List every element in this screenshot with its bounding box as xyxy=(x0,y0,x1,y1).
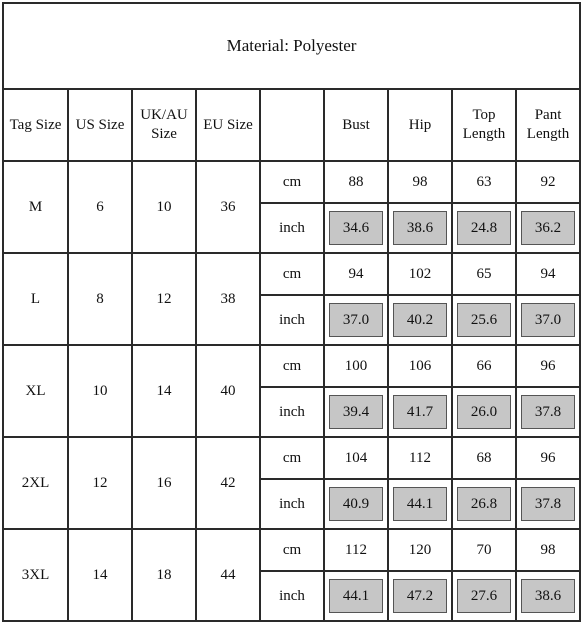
unit-cm-label: cm xyxy=(260,161,324,203)
size-us-cell: 12 xyxy=(68,437,132,529)
header-uk-au-line1: UK/AU xyxy=(140,107,188,124)
size-tag-cell: 2XL xyxy=(3,437,68,529)
inch-pant-value: 37.8 xyxy=(521,487,575,521)
inch-hip-cell xyxy=(388,571,452,621)
size-tag-cell: M xyxy=(3,161,68,253)
inch-pant-cell xyxy=(516,571,580,621)
cm-top-value: 68 xyxy=(452,437,516,479)
size-tag-cell: L xyxy=(3,253,68,345)
header-top-length-line1: Top xyxy=(472,107,496,124)
inch-pant-value: 38.6 xyxy=(521,579,575,613)
inch-pant-value: 37.8 xyxy=(521,395,575,429)
size-uk-cell: 14 xyxy=(132,345,196,437)
header-us-size: US Size xyxy=(68,89,132,161)
header-hip: Hip xyxy=(388,89,452,161)
inch-top-cell xyxy=(452,479,516,529)
cm-hip-value: 98 xyxy=(388,161,452,203)
header-pant-length-line1: Pant xyxy=(534,107,562,124)
cm-top-value: 66 xyxy=(452,345,516,387)
inch-hip-value: 38.6 xyxy=(393,211,447,245)
unit-inch-label: inch xyxy=(260,387,324,437)
size-chart xyxy=(2,2,579,604)
cm-hip-value: 120 xyxy=(388,529,452,571)
inch-pant-cell xyxy=(516,387,580,437)
inch-bust-value: 40.9 xyxy=(329,487,383,521)
inch-top-value: 26.0 xyxy=(457,395,511,429)
inch-top-cell xyxy=(452,295,516,345)
material-title: Material: Polyester xyxy=(3,3,580,89)
cm-pant-value: 94 xyxy=(516,253,580,295)
inch-bust-cell xyxy=(324,479,388,529)
cm-bust-value: 112 xyxy=(324,529,388,571)
inch-hip-cell xyxy=(388,479,452,529)
unit-inch-label: inch xyxy=(260,479,324,529)
header-pant-length-line2: Length xyxy=(526,126,570,142)
cm-pant-value: 96 xyxy=(516,437,580,479)
cm-pant-value: 92 xyxy=(516,161,580,203)
unit-inch-label: inch xyxy=(260,203,324,253)
cm-pant-value: 98 xyxy=(516,529,580,571)
cm-hip-value: 102 xyxy=(388,253,452,295)
inch-top-cell xyxy=(452,387,516,437)
inch-pant-cell xyxy=(516,479,580,529)
unit-cm-label: cm xyxy=(260,253,324,295)
header-uk-au-size xyxy=(132,89,196,161)
unit-inch-label: inch xyxy=(260,295,324,345)
cm-top-value: 65 xyxy=(452,253,516,295)
unit-cm-label: cm xyxy=(260,437,324,479)
inch-bust-cell xyxy=(324,295,388,345)
header-uk-au-line2: Size xyxy=(151,126,177,142)
size-eu-cell: 38 xyxy=(196,253,260,345)
size-eu-cell: 40 xyxy=(196,345,260,437)
inch-top-value: 25.6 xyxy=(457,303,511,337)
inch-hip-value: 40.2 xyxy=(393,303,447,337)
header-eu-size: EU Size xyxy=(196,89,260,161)
header-tag-size: Tag Size xyxy=(3,89,68,161)
size-eu-cell: 42 xyxy=(196,437,260,529)
cm-bust-value: 104 xyxy=(324,437,388,479)
inch-hip-cell xyxy=(388,295,452,345)
inch-pant-cell xyxy=(516,295,580,345)
header-unit-blank xyxy=(260,89,324,161)
inch-hip-cell xyxy=(388,203,452,253)
cm-bust-value: 88 xyxy=(324,161,388,203)
size-uk-cell: 10 xyxy=(132,161,196,253)
inch-pant-value: 37.0 xyxy=(521,303,575,337)
size-eu-cell: 44 xyxy=(196,529,260,621)
inch-bust-value: 44.1 xyxy=(329,579,383,613)
size-table xyxy=(2,2,581,622)
cm-hip-value: 112 xyxy=(388,437,452,479)
unit-inch-label: inch xyxy=(260,571,324,621)
header-top-length-line2: Length xyxy=(462,126,506,142)
cm-pant-value: 96 xyxy=(516,345,580,387)
size-uk-cell: 12 xyxy=(132,253,196,345)
inch-top-cell xyxy=(452,203,516,253)
inch-top-value: 24.8 xyxy=(457,211,511,245)
inch-bust-value: 34.6 xyxy=(329,211,383,245)
inch-top-value: 26.8 xyxy=(457,487,511,521)
unit-cm-label: cm xyxy=(260,345,324,387)
size-uk-cell: 18 xyxy=(132,529,196,621)
cm-top-value: 70 xyxy=(452,529,516,571)
size-tag-cell: XL xyxy=(3,345,68,437)
header-pant-length xyxy=(516,89,580,161)
cm-bust-value: 94 xyxy=(324,253,388,295)
inch-top-value: 27.6 xyxy=(457,579,511,613)
size-us-cell: 10 xyxy=(68,345,132,437)
inch-bust-value: 39.4 xyxy=(329,395,383,429)
header-top-length xyxy=(452,89,516,161)
inch-hip-value: 47.2 xyxy=(393,579,447,613)
header-bust: Bust xyxy=(324,89,388,161)
size-tag-cell: 3XL xyxy=(3,529,68,621)
size-us-cell: 6 xyxy=(68,161,132,253)
size-eu-cell: 36 xyxy=(196,161,260,253)
inch-bust-value: 37.0 xyxy=(329,303,383,337)
cm-bust-value: 100 xyxy=(324,345,388,387)
cm-top-value: 63 xyxy=(452,161,516,203)
inch-bust-cell xyxy=(324,387,388,437)
inch-pant-cell xyxy=(516,203,580,253)
inch-hip-value: 41.7 xyxy=(393,395,447,429)
size-us-cell: 14 xyxy=(68,529,132,621)
inch-hip-cell xyxy=(388,387,452,437)
size-us-cell: 8 xyxy=(68,253,132,345)
inch-top-cell xyxy=(452,571,516,621)
inch-pant-value: 36.2 xyxy=(521,211,575,245)
cm-hip-value: 106 xyxy=(388,345,452,387)
inch-bust-cell xyxy=(324,571,388,621)
size-uk-cell: 16 xyxy=(132,437,196,529)
inch-hip-value: 44.1 xyxy=(393,487,447,521)
inch-bust-cell xyxy=(324,203,388,253)
unit-cm-label: cm xyxy=(260,529,324,571)
